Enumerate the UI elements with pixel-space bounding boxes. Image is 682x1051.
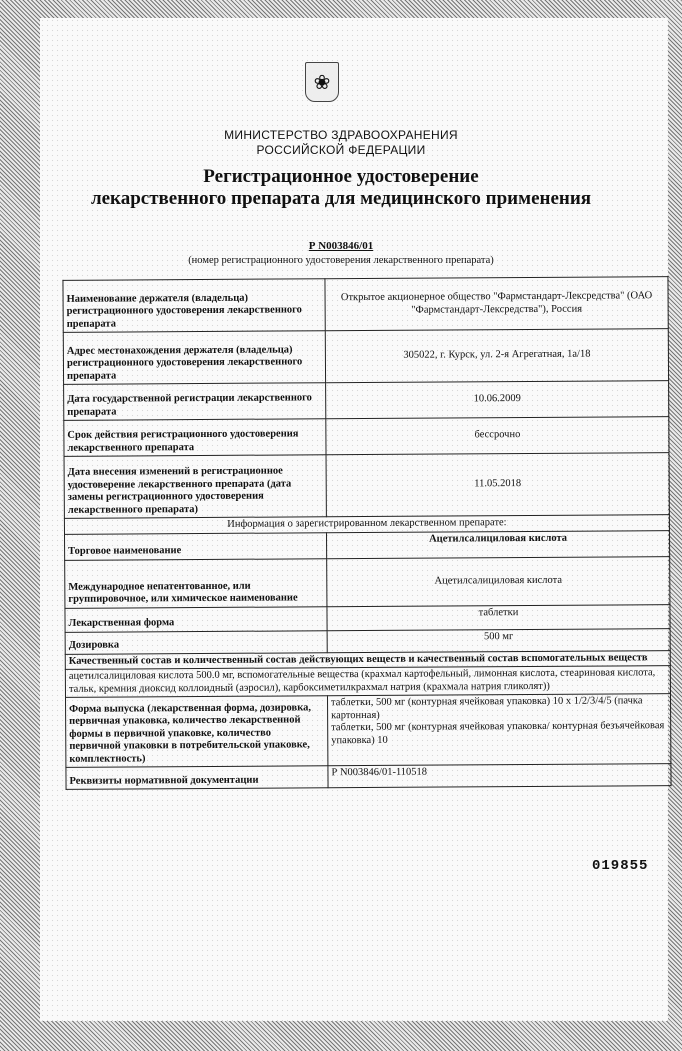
table-row — [65, 604, 670, 632]
title-line-1: Регистрационное удостоверение — [203, 166, 479, 187]
release-form-line: таблетки, 500 мг (контурная ячейковая упаковка) 10 x 1/2/3/4/5 (пачка картонная) — [331, 695, 643, 721]
release-form-label: Форма выпуска (лекарственная форма, дозировка, первичная упаковка, количество лекарственной формы в первичной упаковке, количество первичной упаковки в потребительской упаковке, комплектность) — [65, 696, 327, 768]
release-form-value — [327, 694, 670, 766]
table-row — [66, 764, 671, 790]
document-title — [0, 166, 682, 210]
table-row — [63, 329, 668, 385]
row-value: 10.06.2009 — [326, 381, 669, 419]
certificate-table — [62, 276, 671, 790]
row-value: 305022, г. Курск, ул. 2-я Агрегатная, 1а/18 — [325, 329, 668, 383]
registration-number-caption: (номер регистрационного удостоверения лекарственного препарата) — [188, 255, 494, 266]
row-label: Дозировка — [65, 630, 327, 654]
table-row — [64, 453, 669, 519]
row-label: Лекарственная форма — [65, 606, 327, 632]
table-row — [65, 694, 670, 768]
row-value: бессрочно — [326, 417, 669, 455]
row-value: 500 мг — [327, 628, 670, 652]
serial-number: 019855 — [592, 858, 649, 874]
info-header: Информация о зарегистрированном лекарственном препарате: — [64, 515, 669, 534]
release-form-line: таблетки, 500 мг (контурная ячейковая упаковка/ контурная безъячейковая упаковка) 10 — [331, 720, 665, 746]
row-label: Международное непатентованное, или группировочное, или химическое наименование — [65, 558, 327, 608]
composition-row — [65, 666, 670, 698]
row-label: Адрес местонахождения держателя (владельца) регистрационного удостоверения лекарственного препарата — [63, 331, 325, 385]
row-value: Открытое акционерное общество "Фармстандарт-Лексредства" (ОАО "Фармстандарт-Лексредства"), Россия — [325, 277, 668, 331]
composition-text: ацетилсалициловая кислота 500.0 мг, вспомогательные вещества (крахмал картофельный, лимонная кислота, стеариновая кислота, тальк, кремния диоксид коллоидный (аэросил), карбоксиметилкрахмал натрия (крахмала натрия гликолят)) — [65, 666, 670, 698]
table-row — [64, 530, 669, 560]
normative-label: Реквизиты нормативной документации — [66, 766, 328, 790]
table-row — [65, 556, 670, 608]
table-row — [64, 417, 669, 457]
composition-header: Качественный состав и количественный состав действующих веществ и качественный состав вспомогательных веществ — [65, 650, 670, 669]
row-value: 11.05.2018 — [326, 453, 669, 517]
title-line-2: лекарственного препарата для медицинского применения — [90, 188, 592, 209]
row-label: Срок действия регистрационного удостоверения лекарственного препарата — [64, 419, 326, 457]
row-label: Наименование держателя (владельца) регистрационного удостоверения лекарственного препарата — [63, 279, 325, 333]
registration-number: Р N003846/01 — [308, 240, 374, 252]
table-row — [63, 277, 668, 333]
table-row — [64, 381, 669, 421]
row-label: Торговое наименование — [64, 532, 326, 560]
ministry-name — [0, 128, 682, 158]
row-value: таблетки — [327, 604, 670, 630]
coat-of-arms-icon: ❀ — [305, 62, 339, 102]
row-value: Ацетилсалициловая кислота — [327, 556, 670, 606]
normative-value: Р N003846/01-110518 — [328, 764, 671, 788]
row-label: Дата внесения изменений в регистрационное удостоверение лекарственного препарата (дата замены регистрационного удостоверения лекарственного препарата) — [64, 455, 326, 519]
ministry-line-2: РОССИЙСКОЙ ФЕДЕРАЦИИ — [256, 143, 426, 157]
trade-name-value: Ацетилсалициловая кислота — [326, 530, 669, 558]
row-label: Дата государственной регистрации лекарственного препарата — [64, 383, 326, 421]
ministry-line-1: МИНИСТЕРСТВО ЗДРАВООХРАНЕНИЯ — [224, 128, 458, 142]
